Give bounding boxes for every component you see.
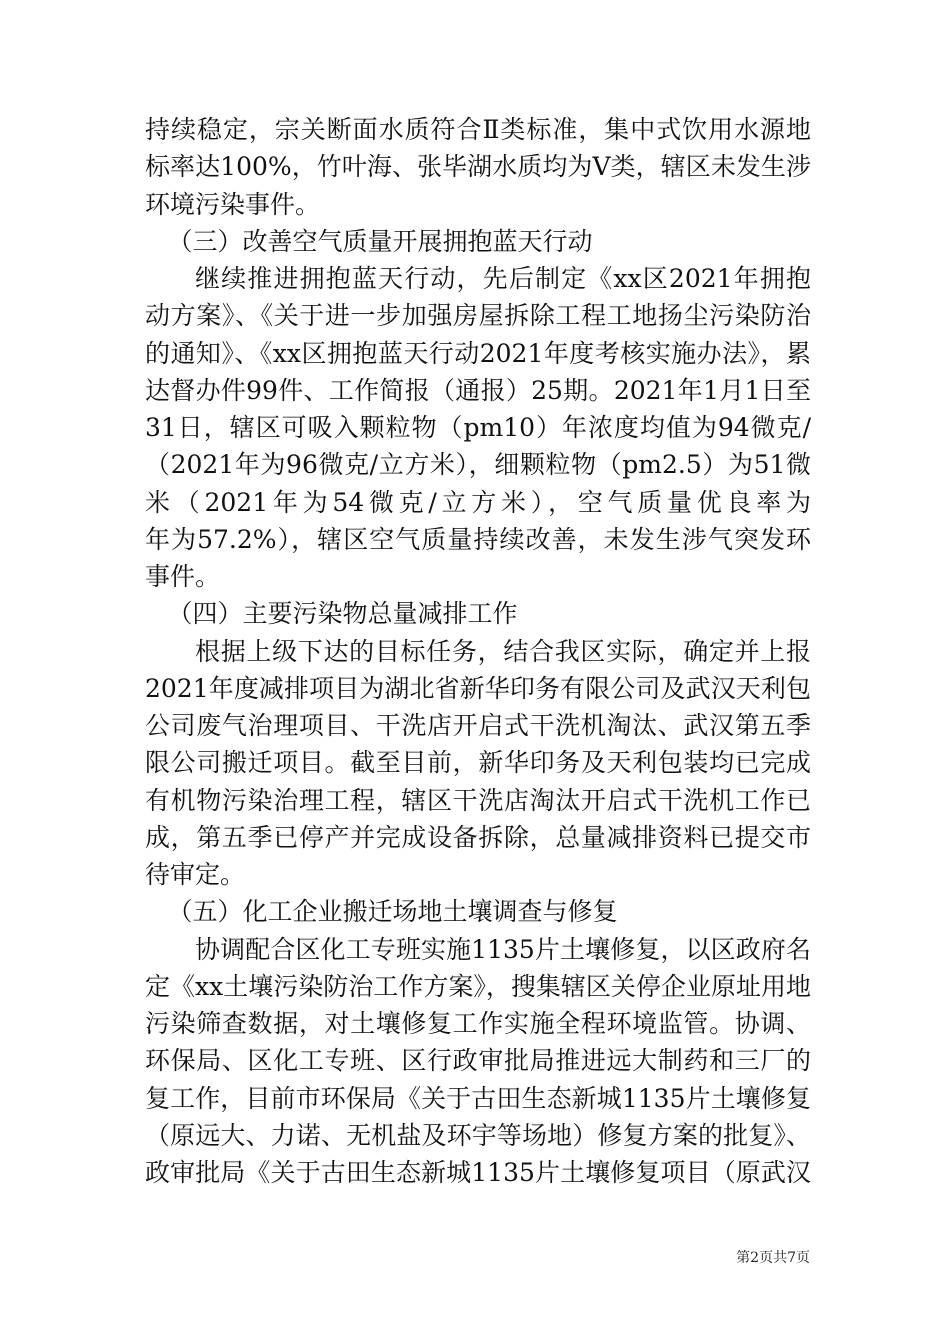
text-line: 达督办件99件、工作简报（通报）25期。2021年1月1日至	[145, 375, 811, 405]
text-line: 公司废气治理项目、干洗店开启式干洗机淘汰、武汉第五季	[145, 711, 811, 740]
text-line: 待审定。	[145, 860, 246, 889]
text-line: 标率达100%，竹叶海、张毕湖水质均为Ⅴ类，辖区未发生涉	[145, 152, 811, 182]
text-line: 环保局、区化工专班、区行政审批局推进远大制药和三厂的	[145, 1046, 811, 1076]
page-number: 第2页共7页	[736, 1250, 810, 1266]
text-line: 协调配合区化工专班实施1135片土壤修复，以区政府名	[195, 934, 811, 964]
text-line: 继续推进拥抱蓝天行动，先后制定《xx区2021年拥抱	[195, 264, 811, 293]
text-line: 2021年度减排项目为湖北省新华印务有限公司及武汉天利包	[145, 673, 811, 703]
text-line: 的通知》、《xx区拥抱蓝天行动2021年度考核实施办法》，累	[145, 338, 811, 368]
text-line: 事件。	[145, 562, 221, 591]
text-line: 环境污染事件。	[145, 189, 321, 219]
text-line: （原远大、力诺、无机盐及环宇等场地）修复方案的批复》、	[145, 1120, 811, 1150]
text-line: 成，第五季已停产并完成设备拆除，总量减排资料已提交市	[145, 822, 811, 852]
text-line: 复工作，目前市环保局《关于古田生态新城1135片土壤修复	[145, 1083, 811, 1113]
text-line: 有机物污染治理工程，辖区干洗店淘汰开启式干洗机工作已	[145, 785, 811, 815]
text-line: 污染筛查数据，对土壤修复工作实施全程环境监管。协调、	[145, 1009, 811, 1038]
section-heading: （五）化工企业搬迁场地土壤调查与修复	[167, 897, 618, 927]
text-line: 持续稳定，宗关断面水质符合Ⅱ类标准，集中式饮用水源地	[145, 115, 811, 144]
text-line: （2021年为96微克/立方米），细颗粒物（pm2.5）为51微	[145, 450, 811, 480]
text-line: 定《xx土壤污染防治工作方案》，搜集辖区关停企业原址用地	[145, 971, 811, 1001]
text-line: 米（2021年为54微克/立方米），空气质量优良率为	[145, 487, 811, 517]
text-line: 根据上级下达的目标任务，结合我区实际，确定并上报	[195, 636, 811, 666]
section-heading: （三）改善空气质量开展拥抱蓝天行动	[167, 226, 593, 256]
section-heading: （四）主要污染物总量减排工作	[167, 599, 518, 629]
text-line: 动方案》、《关于进一步加强房屋拆除工程工地扬尘污染防治	[145, 301, 811, 331]
text-line: 政审批局《关于古田生态新城1135片土壤修复项目（原武汉	[145, 1158, 811, 1187]
text-line: 31日，辖区可吸入颗粒物（pm10）年浓度均值为94微克/	[145, 413, 811, 442]
text-line: 年为57.2%），辖区空气质量持续改善，未发生涉气突发环	[145, 524, 811, 554]
text-line: 限公司搬迁项目。截至目前，新华印务及天利包装均已完成	[145, 748, 811, 778]
document-body	[145, 111, 811, 1191]
